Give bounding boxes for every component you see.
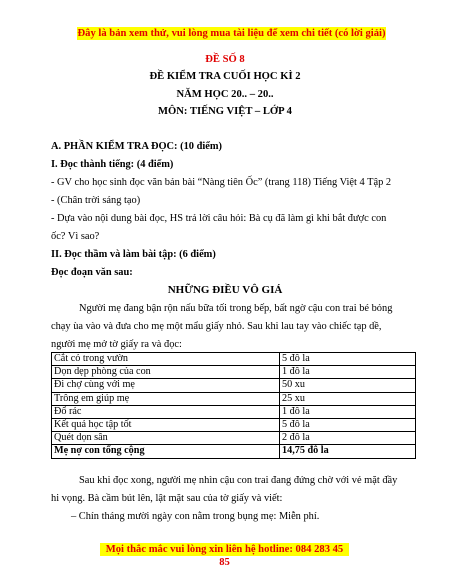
bill-table [51,352,416,459]
price-cell: 50 xu [280,379,416,392]
part-1-line-3: - Dựa vào nội dung bài đọc, HS trả lời câu hỏi: Bà cụ đã làm gì khi bắt được con [51,213,387,224]
price-cell: 14,75 đô la [280,445,416,458]
read-prompt: Đọc đoạn văn sau: [51,267,133,278]
subject: MÔN: TIẾNG VIỆT – LỚP 4 [158,106,292,117]
task-cell: Đi chợ cùng với mẹ [52,379,280,392]
table-row [52,353,416,366]
table-row [52,366,416,379]
table-row [52,432,416,445]
task-cell: Cắt cỏ trong vườn [52,353,280,366]
school-year: NĂM HỌC 20.. – 20.. [176,89,274,100]
task-cell: Đổ rác [52,405,280,418]
part-1-heading: I. Đọc thành tiếng: (4 điểm) [51,159,174,170]
exam-title: ĐỀ KIỂM TRA CUỐI HỌC KÌ 2 [149,71,301,82]
section-a-heading: A. PHẦN KIỂM TRA ĐỌC: (10 điểm) [51,141,222,152]
story-title: NHỮNG ĐIỀU VÔ GIÁ [167,284,283,296]
table-row [52,392,416,405]
table-row [52,418,416,431]
price-cell: 2 đô la [280,432,416,445]
part-1-line-4: ốc? Vì sao? [51,231,100,242]
price-cell: 5 đô la [280,418,416,431]
table-row [52,379,416,392]
task-cell: Mẹ nợ con tổng cộng [52,445,280,458]
exam-number: ĐỀ SỐ 8 [205,54,245,65]
paragraph-2-line-1: Sau khi đọc xong, người mẹ nhìn cậu con trai đang đứng chờ với vẻ mặt đầy [79,475,398,486]
preview-banner: Đây là bản xem thử, vui lòng mua tài liệu để xem chi tiết (có lời giải) [77,28,386,39]
paragraph-1-line-2: chạy ùa vào và đưa cho mẹ một mẩu giấy nhỏ. Sau khi lau tay vào chiếc tạp dề, [51,321,382,332]
part-2-heading: II. Đọc thầm và làm bài tập: (6 điểm) [51,249,216,260]
part-1-line-1: - GV cho học sinh đọc văn bản bài “Nàng tiên Ốc” (trang 118) Tiếng Việt 4 Tập 2 [51,177,392,188]
price-cell: 1 đô la [280,405,416,418]
task-cell: Trông em giúp mẹ [52,392,280,405]
paragraph-1-line-1: Người mẹ đang bận rộn nấu bữa tối trong bếp, bất ngờ cậu con trai bé bỏng [79,303,393,314]
task-cell: Kết quả học tập tốt [52,418,280,431]
price-cell: 1 đô la [280,366,416,379]
table-total-row [52,445,416,458]
task-cell: Dọn dẹp phòng của con [52,366,280,379]
paragraph-2-line-2: hi vọng. Bà cầm bút lên, lật mặt sau của tờ giấy và viết: [51,493,283,504]
hotline-banner: Mọi thắc mắc vui lòng xin liên hệ hotline: 084 283 45 85 [100,543,349,556]
price-cell: 25 xu [280,392,416,405]
table-row [52,405,416,418]
paragraph-2-line-3: – Chín tháng mười ngày con nằm trong bụng mẹ: Miễn phí. [71,511,320,522]
part-1-line-2: - (Chân trời sáng tạo) [51,195,141,206]
price-cell: 5 đô la [280,353,416,366]
paragraph-1-line-3: người mẹ mở tờ giấy ra và đọc: [51,339,182,350]
task-cell: Quét dọn sân [52,432,280,445]
